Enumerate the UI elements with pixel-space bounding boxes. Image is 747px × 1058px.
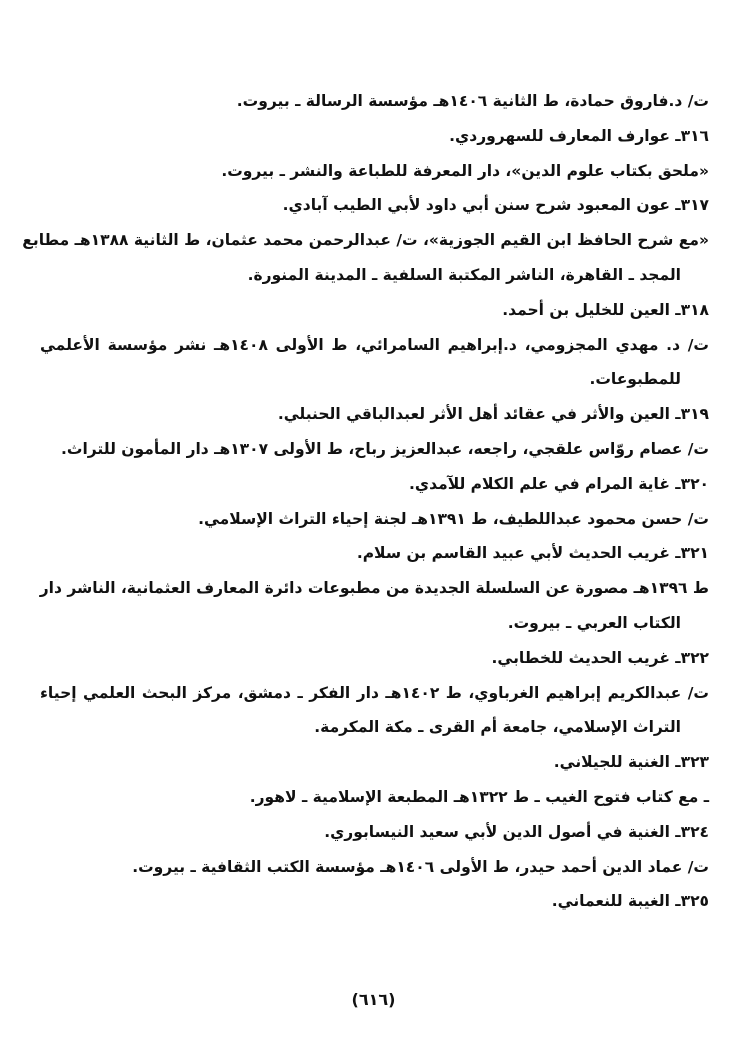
- text-line: ٣٢١ـ غريب الحديث لأبي عبيد القاسم بن سلام.: [356, 544, 709, 563]
- text-line: ـ مع كتاب فتوح الغيب ـ ط ١٣٢٢هـ المطبعة الإسلامية ـ لاهور.: [249, 787, 709, 806]
- text-line: ٣١٨ـ العين للخليل بن أحمد.: [502, 300, 709, 319]
- page-number: (٦١٦): [351, 990, 396, 1009]
- text-line: المجد ـ القاهرة، الناشر المكتبة السلفية ـ المدينة المنورة.: [247, 265, 681, 284]
- text-line: ٣١٦ـ عوارف المعارف للسهروردي.: [449, 126, 709, 145]
- text-line: ت/ عبدالكريم إبراهيم الغرباوي، ط ١٤٠٢هـ دار الفكر ـ دمشق، مركز البحث العلمي إحياء: [40, 683, 709, 702]
- text-line: ت/ د. مهدي المجزومي، د.إبراهيم السامرائي، ط الأولى ١٤٠٨هـ نشر مؤسسة الأعلمي: [40, 335, 710, 354]
- text-line: للمطبوعات.: [589, 370, 681, 389]
- text-line: التراث الإسلامي، جامعة أم القرى ـ مكة المكرمة.: [314, 718, 681, 737]
- text-line: ٣٢٥ـ الغيبة للنعماني.: [551, 892, 709, 911]
- text-line: ٣٢٤ـ الغنية في أصول الدين لأبي سعيد النيسابوري.: [324, 822, 709, 841]
- text-line: ٣٢٠ـ غاية المرام في علم الكلام للآمدي.: [409, 474, 709, 493]
- text-line: ت/ عصام روّاس علقجي، راجعه، عبدالعزيز رباح، ط الأولى ١٣٠٧هـ دار المأمون للتراث.: [61, 439, 709, 458]
- text-line: ٣٢٢ـ غريب الحديث للخطابي.: [491, 648, 709, 667]
- text-line: ت/ د.فاروق حمادة، ط الثانية ١٤٠٦هـ مؤسسة الرسالة ـ بيروت.: [236, 92, 709, 110]
- text-line: «ملحق بكتاب علوم الدين»، دار المعرفة للطباعة والنشر ـ بيروت.: [221, 161, 709, 180]
- text-line: الكتاب العربي ـ بيروت.: [507, 613, 681, 632]
- text-line: ت/ حسن محمود عبداللطيف، ط ١٣٩١هـ لجنة إحياء التراث الإسلامي.: [198, 509, 709, 528]
- text-line: ت/ عماد الدين أحمد حيدر، ط الأولى ١٤٠٦هـ مؤسسة الكتب الثقافية ـ بيروت.: [132, 857, 709, 876]
- bibliography-list: [22, 84, 710, 919]
- text-line: ٣١٩ـ العين والأثر في عقائد أهل الأثر لعبدالباقي الحنبلي.: [277, 405, 709, 424]
- text-line: «مع شرح الحافظ ابن القيم الجوزية»، ت/ عبدالرحمن محمد عثمان، ط الثانية ١٣٨٨هـ مطابع: [22, 231, 709, 250]
- text-line: ط ١٣٩٦هـ مصورة عن السلسلة الجديدة من مطبوعات دائرة المعارف العثمانية، الناشر دار: [39, 579, 709, 598]
- text-line: ٣٢٣ـ الغنية للجيلاني.: [553, 753, 709, 772]
- text-line: ٣١٧ـ عون المعبود شرح سنن أبي داود لأبي الطيب آبادي.: [282, 196, 709, 215]
